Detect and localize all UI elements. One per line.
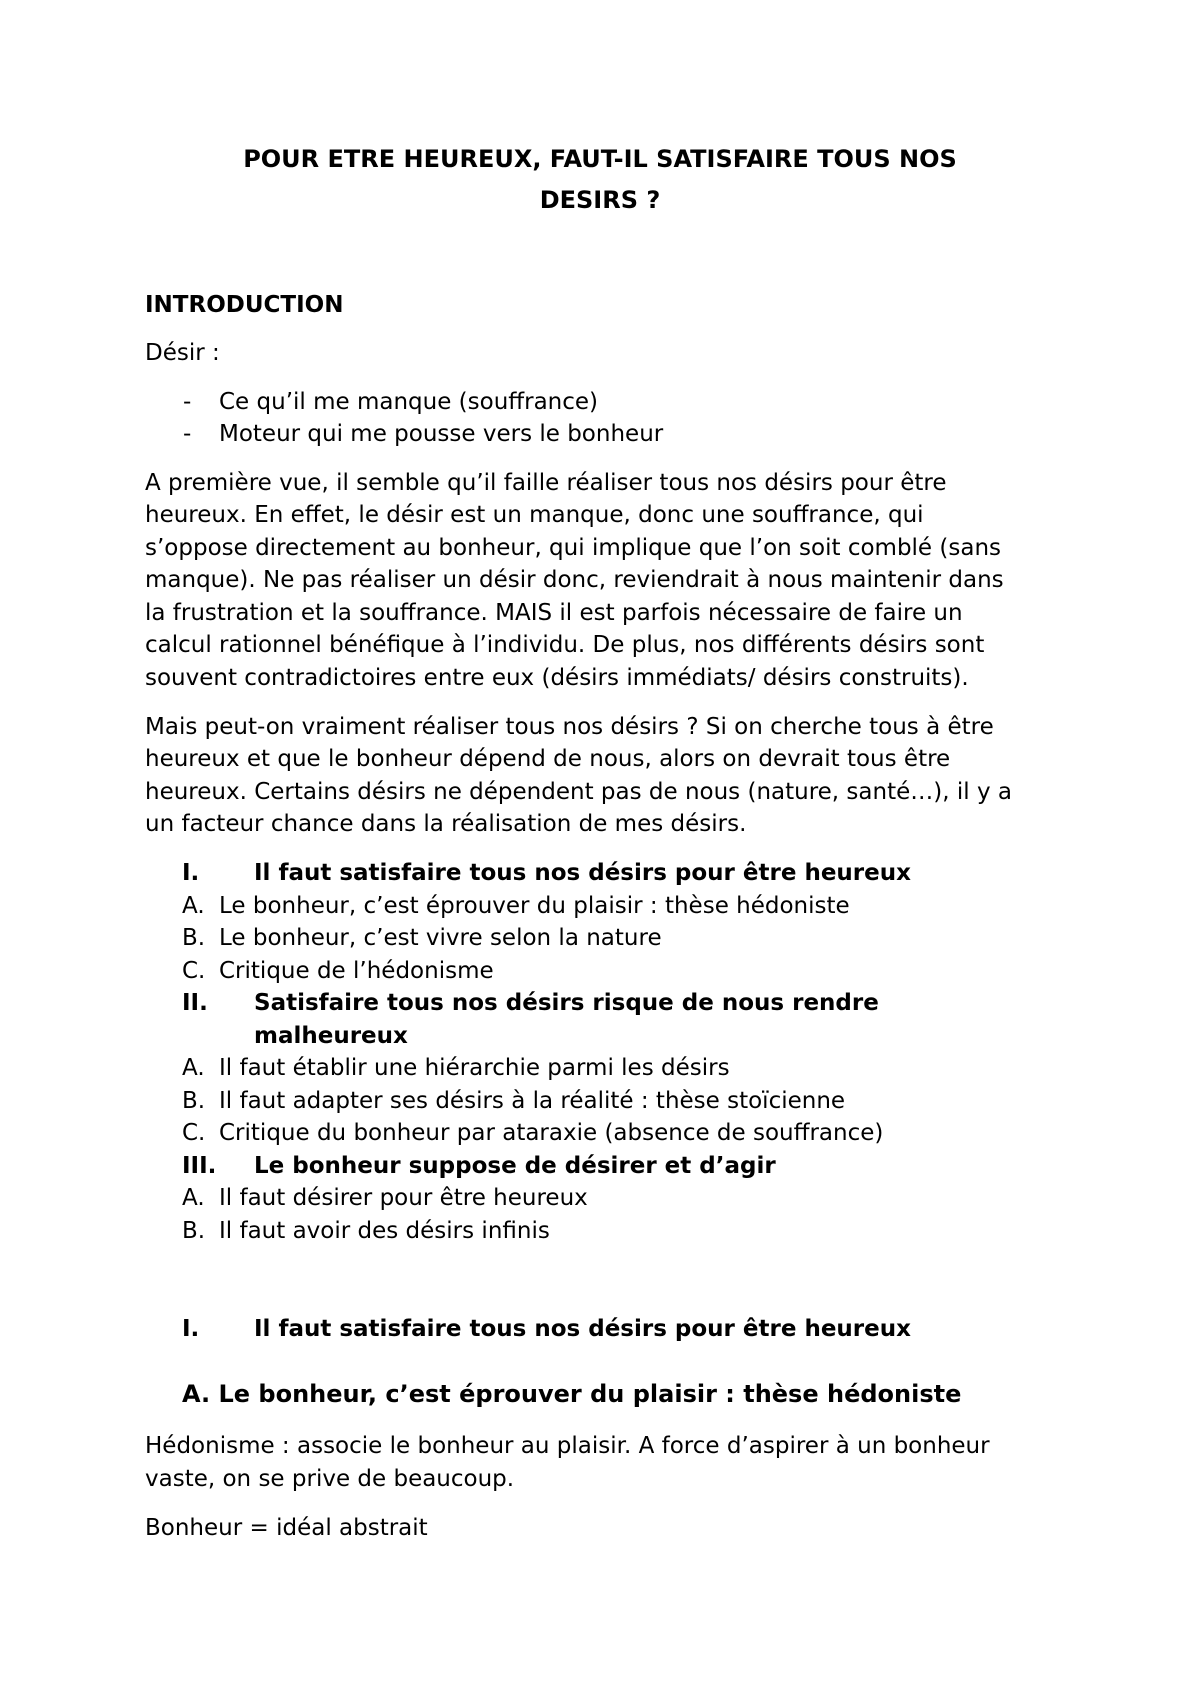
plan-item-text: Il faut établir une hiérarchie parmi les désirs (219, 1055, 730, 1081)
plan-item-text: Critique de l’hédonisme (219, 958, 494, 984)
intro-paragraph-1-line: calcul rationnel bénéfique à l’individu. De plus, nos différents désirs sont (145, 632, 985, 658)
intro-paragraph-1-line: manque). Ne pas réaliser un désir donc, reviendrait à nous maintenir dans (145, 567, 1004, 593)
plan-part-number: III. (182, 1153, 217, 1179)
plan-item-text: Il faut désirer pour être heureux (219, 1185, 588, 1211)
bullet-item: Moteur qui me pousse vers le bonheur (219, 421, 664, 447)
section-number: I. (182, 1316, 200, 1342)
body-paragraph-line: Bonheur = idéal abstrait (145, 1515, 428, 1541)
introduction-heading: INTRODUCTION (145, 292, 344, 318)
plan-item-text: Critique du bonheur par ataraxie (absence de souffrance) (219, 1120, 884, 1146)
intro-paragraph-2-line: Mais peut-on vraiment réaliser tous nos désirs ? Si on cherche tous à être (145, 714, 994, 740)
intro-paragraph-1-line: heureux. En effet, le désir est un manque, donc une souffrance, qui (145, 502, 924, 528)
bullet-marker: - (183, 389, 192, 415)
plan-item-letter: A. (182, 893, 205, 919)
body-paragraph-line: Hédonisme : associe le bonheur au plaisir. A force d’aspirer à un bonheur (145, 1433, 990, 1459)
subsection-heading: A. Le bonheur, c’est éprouver du plaisir : thèse hédoniste (182, 1380, 962, 1408)
plan-part-number: II. (182, 990, 208, 1016)
plan-item-letter: B. (182, 1088, 206, 1114)
plan-part-title: Le bonheur suppose de désirer et d’agir (254, 1153, 776, 1179)
plan-item-text: Le bonheur, c’est éprouver du plaisir : thèse hédoniste (219, 893, 850, 919)
plan-item-letter: B. (182, 1218, 206, 1244)
plan-item-letter: A. (182, 1185, 205, 1211)
intro-paragraph-1-line: souvent contradictoires entre eux (désirs immédiats/ désirs construits). (145, 665, 969, 691)
plan-item-text: Il faut adapter ses désirs à la réalité : thèse stoïcienne (219, 1088, 846, 1114)
intro-paragraph-1-line: la frustration et la souffrance. MAIS il est parfois nécessaire de faire un (145, 600, 963, 626)
plan-item-letter: B. (182, 925, 206, 951)
intro-paragraph-2-line: heureux et que le bonheur dépend de nous, alors on devrait tous être (145, 746, 951, 772)
plan-item-letter: A. (182, 1055, 205, 1081)
intro-paragraph-2-line: un facteur chance dans la réalisation de mes désirs. (145, 811, 747, 837)
intro-paragraph-2-line: heureux. Certains désirs ne dépendent pas de nous (nature, santé…), il y a (145, 779, 1012, 805)
plan-item-text: Le bonheur, c’est vivre selon la nature (219, 925, 662, 951)
plan-item-text: Il faut avoir des désirs infinis (219, 1218, 550, 1244)
plan-part-number: I. (182, 860, 200, 886)
document-title-line-2: DESIRS ? (539, 186, 661, 214)
plan-item-letter: C. (182, 1120, 206, 1146)
plan-part-title-continuation: malheureux (254, 1023, 408, 1049)
bullet-item: Ce qu’il me manque (souffrance) (219, 389, 599, 415)
bullet-marker: - (183, 421, 192, 447)
plan-part-title: Satisfaire tous nos désirs risque de nous rendre (254, 990, 879, 1016)
intro-paragraph-1-line: A première vue, il semble qu’il faille réaliser tous nos désirs pour être (145, 470, 947, 496)
body-paragraph-line: vaste, on se prive de beaucoup. (145, 1466, 515, 1492)
document-title-line-1: POUR ETRE HEUREUX, FAUT-IL SATISFAIRE TOUS NOS (243, 145, 957, 173)
intro-paragraph-1-line: s’oppose directement au bonheur, qui implique que l’on soit comblé (sans (145, 535, 1002, 561)
desir-label: Désir : (145, 340, 220, 366)
plan-part-title: Il faut satisfaire tous nos désirs pour être heureux (254, 860, 911, 886)
plan-item-letter: C. (182, 958, 206, 984)
section-heading: Il faut satisfaire tous nos désirs pour être heureux (254, 1316, 911, 1342)
